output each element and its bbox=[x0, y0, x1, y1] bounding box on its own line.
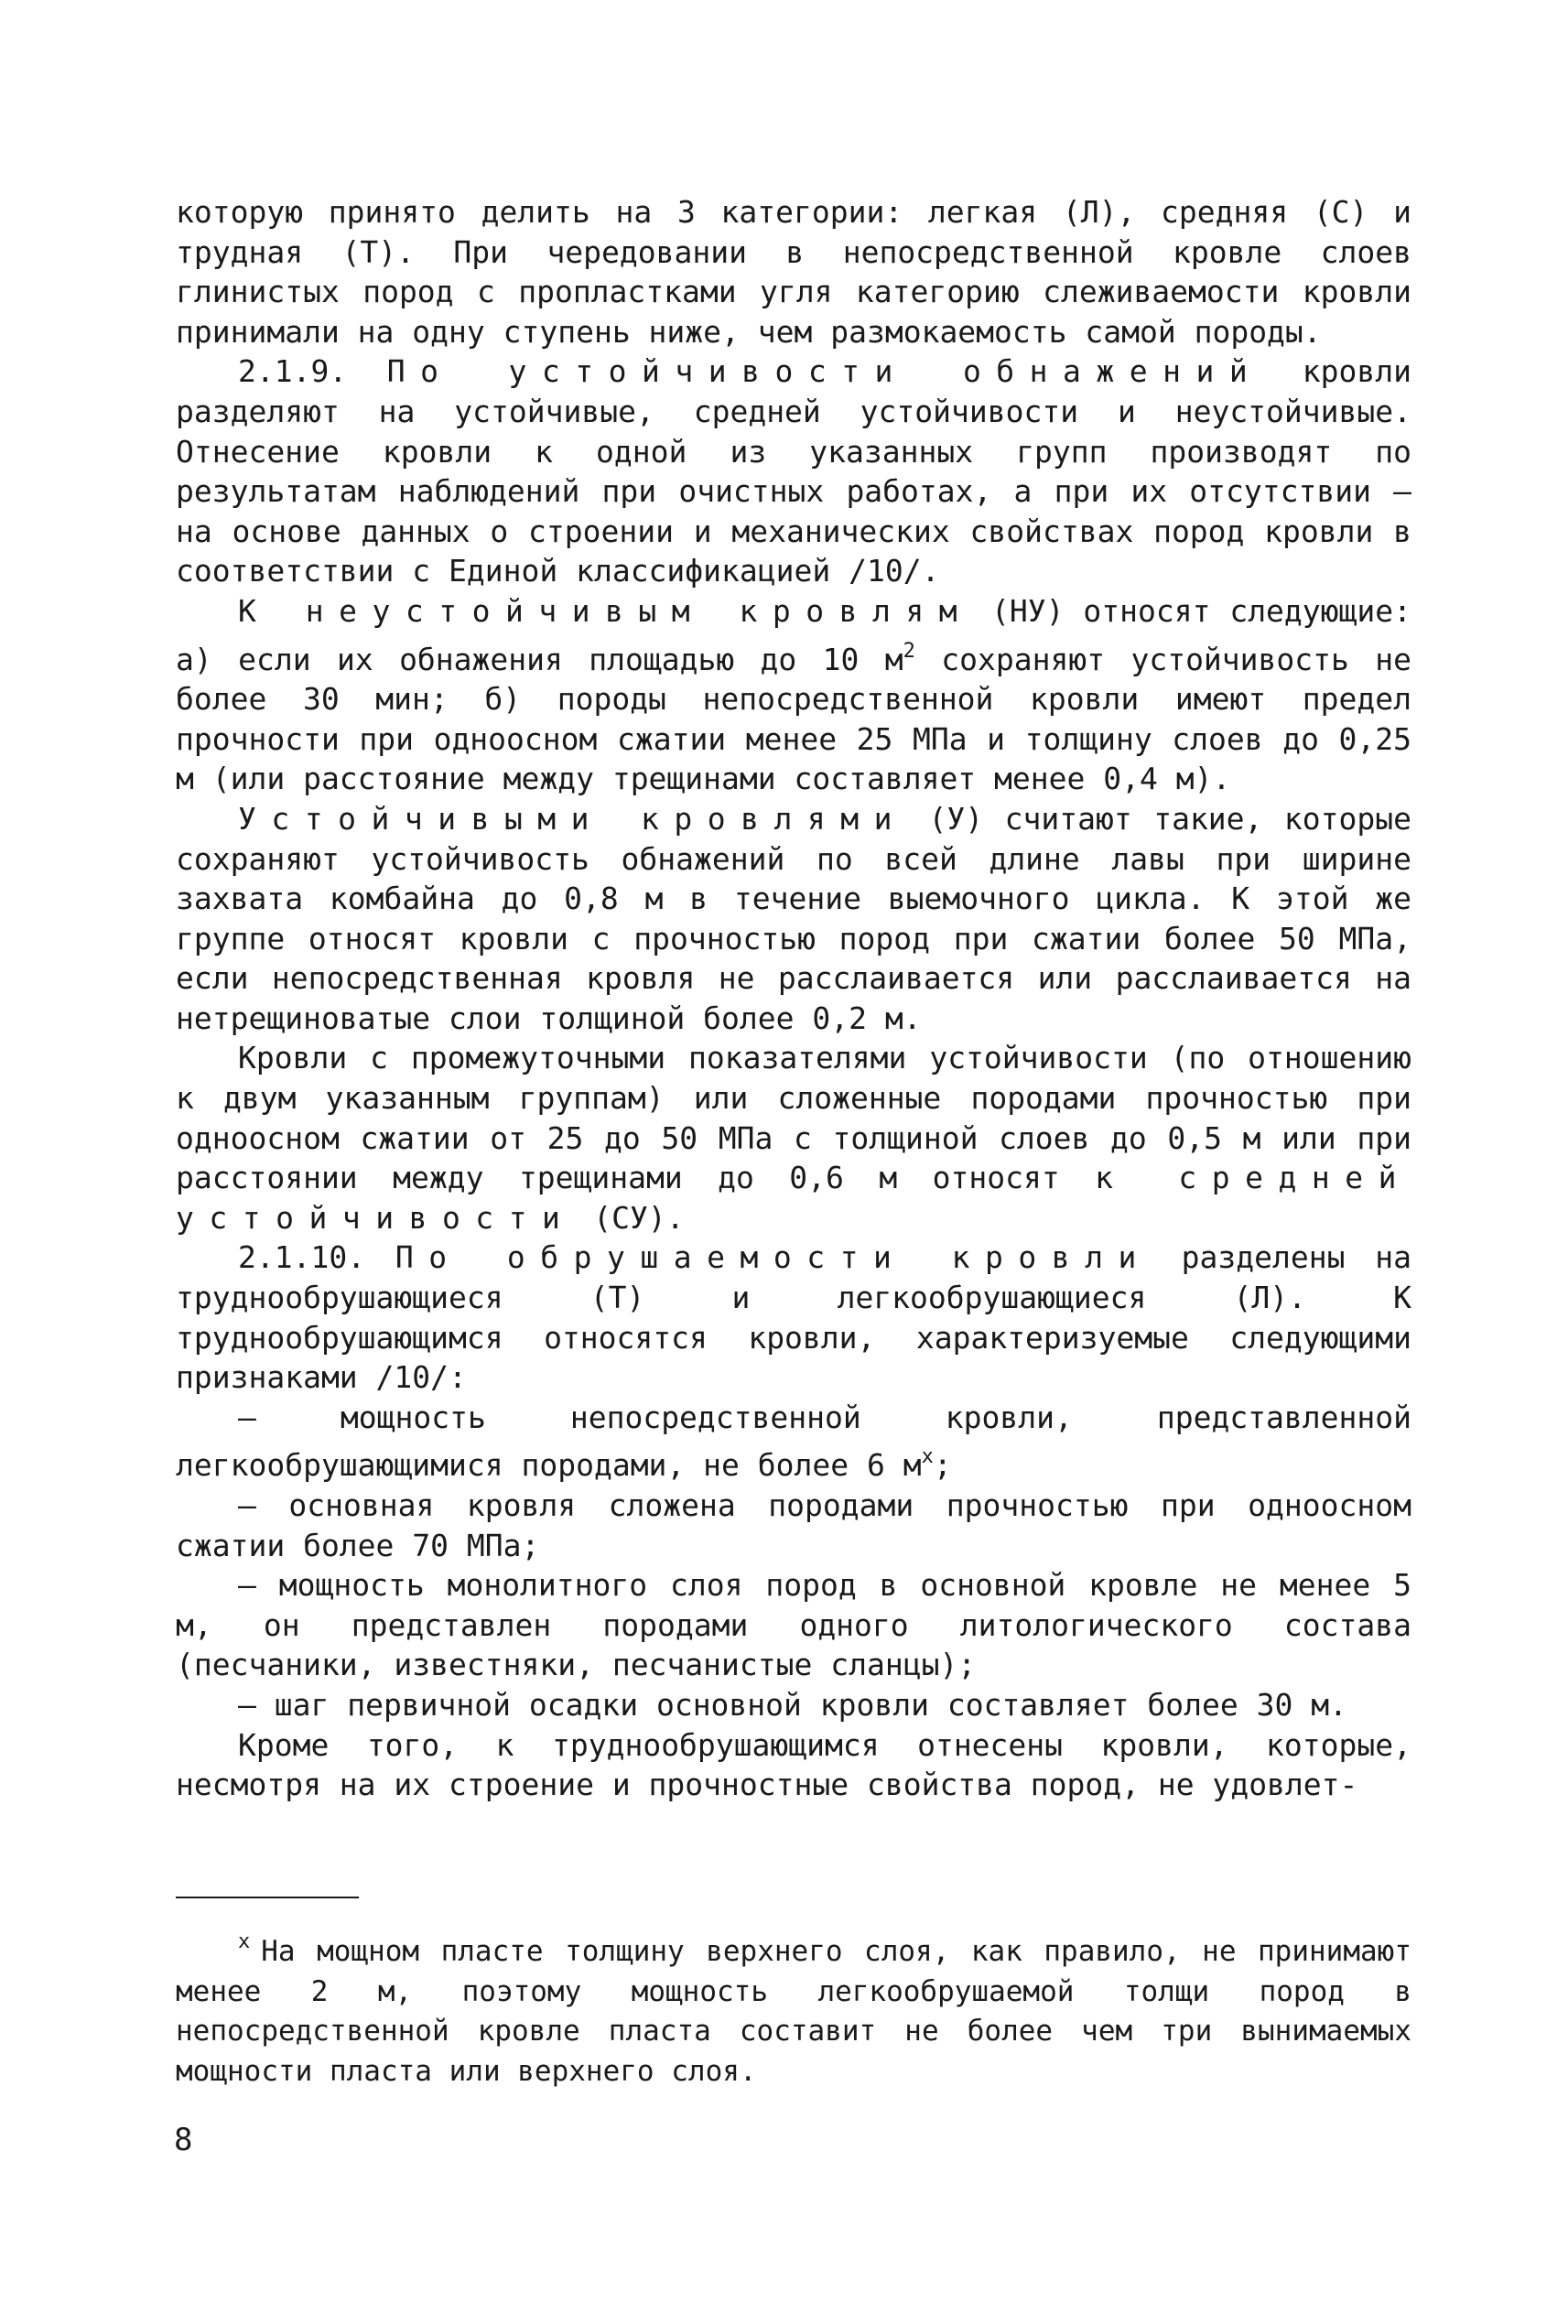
paragraph-closing bbox=[176, 1725, 1411, 1805]
paragraph-text: Кроме того, к труднообрушающимся отнесены кровли, которые, несмотря на их строение и прочностные свойства пород, не удовлет- bbox=[176, 1726, 1411, 1803]
spaced-heading: К неустойчивым кровлям bbox=[238, 592, 973, 629]
spaced-heading: Устойчивыми кровлями bbox=[238, 800, 907, 837]
list-item bbox=[176, 1685, 1411, 1725]
paragraph-text: разделены на труднообрушающиеся (Т) и легкообрушающиеся (Л). К труднообрушающимся относятся кровли, характеризуемые следующими признаками /10/: bbox=[176, 1239, 1411, 1396]
section-number: 2.1.10. bbox=[238, 1239, 366, 1276]
list-item-text: – шаг первичной осадки основной кровли составляет более 30 м. bbox=[238, 1686, 1347, 1723]
paragraph-2-1-10 bbox=[176, 1238, 1411, 1397]
paragraph-unstable bbox=[176, 591, 1411, 799]
list-item-text: – основная кровля сложена породами прочностью при одноосном сжатии более 70 МПа; bbox=[176, 1487, 1411, 1563]
paragraph-medium bbox=[176, 1038, 1411, 1238]
footnote-divider bbox=[176, 1897, 359, 1898]
paragraph-stable bbox=[176, 799, 1411, 1039]
footnote-text: На мощном пласте толщину верхнего слоя, как правило, не принимают менее 2 м, поэтому мощность легкообрушаемой толщи пород в непосредственной кровле пласта составит не более чем три вынимаемых мощности пласта или верхнего слоя. bbox=[176, 1935, 1411, 2088]
list-item-text: – мощность непосредственной кровли, представленной легкообрушающимися породами, не более 6 м bbox=[176, 1399, 1411, 1484]
paragraph-intro bbox=[176, 192, 1411, 351]
footnote bbox=[176, 1922, 1411, 2092]
list-item-text: ; bbox=[933, 1447, 952, 1484]
list-item bbox=[176, 1486, 1411, 1565]
spaced-heading: По обрушаемости кровли bbox=[395, 1239, 1152, 1276]
paragraph-text: (СУ). bbox=[593, 1199, 685, 1236]
footnote-paragraph bbox=[176, 1922, 1411, 2092]
spaced-heading: По устойчивости обнажений bbox=[386, 353, 1263, 390]
spaced-heading: к средней устойчивости bbox=[176, 1160, 1411, 1236]
paragraph-text: Кровли с промежуточными показателями устойчивости (по отношению к двум указанным группам) или сложенные породами прочностью при одноосном сжатии от 25 до 50 МПа с толщиной слоев до 0,5 м или при расстоянии между трещинами до 0,6 м относят bbox=[176, 1040, 1411, 1196]
footnote-reference: x bbox=[921, 1445, 934, 1469]
paragraph-text: кровли разделяют на устойчивые, средней устойчивости и неустойчивые. Отнесение кровли к одной из указанных групп производят по результатам наблюдений при очистных работах, а при их отсутствии – на основе данных о строении и механических свойствах пород кровли в соответствии с Единой классификацией /10/. bbox=[176, 353, 1411, 589]
paragraph-text: (НУ) относят следующие: а) если их обнажения площадью до 10 м bbox=[176, 592, 1411, 677]
paragraph-text: сохраняют устойчивость не более 30 мин; б) породы непосредственной кровли имеют предел прочности при одноосном сжатии менее 25 МПа и толщину слоев до 0,25 м (или расстояние между трещинами составляет менее 0,4 м). bbox=[176, 641, 1411, 797]
footnote-mark: x bbox=[238, 1930, 251, 1953]
paragraph-text: которую принято делить на 3 категории: легкая (Л), средняя (С) и трудная (Т). При чередовании в непосредственной кровле слоев глинистых пород с пропластками угля категорию слеживаемости кровли принимали на одну ступень ниже, чем размокаемость самой породы. bbox=[176, 194, 1411, 350]
paragraph-2-1-9 bbox=[176, 351, 1411, 591]
list-item bbox=[176, 1565, 1411, 1685]
paragraph-text: (У) считают такие, которые сохраняют устойчивость обнажений по всей длине лавы при ширине захвата комбайна до 0,8 м в течение выемочного цикла. К этой же группе относят кровли с прочностью пород при сжатии более 50 МПа, если непосредственная кровля не расслаивается или расслаивается на нетрещиноватые слои толщиной более 0,2 м. bbox=[176, 800, 1411, 1036]
section-number: 2.1.9. bbox=[238, 353, 348, 390]
page-number: 8 bbox=[174, 2122, 193, 2158]
list-item bbox=[176, 1398, 1411, 1486]
superscript: 2 bbox=[903, 639, 915, 663]
list-item-text: – мощность монолитного слоя пород в основной кровле не менее 5 м, он представлен породами одного литологического состава (песчаники, известняки, песчанистые сланцы); bbox=[176, 1567, 1411, 1683]
page-body bbox=[176, 192, 1411, 1805]
